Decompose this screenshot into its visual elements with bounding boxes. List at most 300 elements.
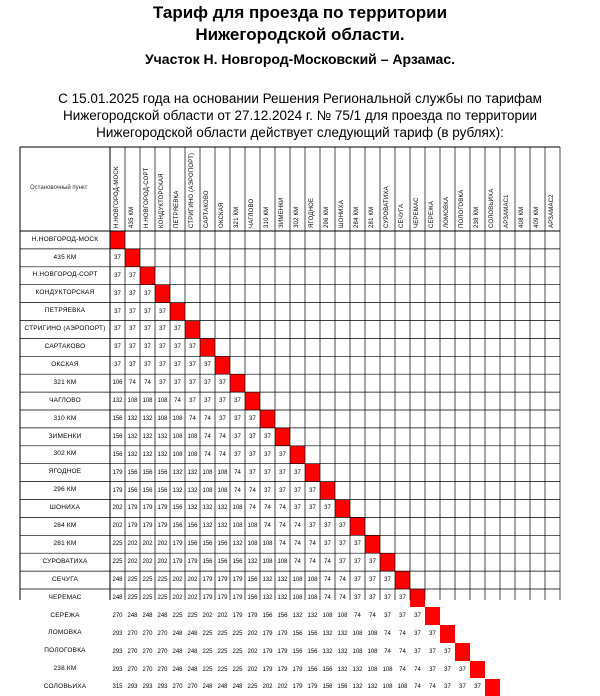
fare-cell: 37 xyxy=(245,410,260,428)
fare-cell: 179 xyxy=(155,517,170,535)
fare-cell: 37 xyxy=(125,285,140,303)
fare-cell: 248 xyxy=(185,643,200,661)
fare-cell: 74 xyxy=(170,392,185,410)
fare-cell: 132 xyxy=(260,571,275,589)
fare-cell: 37 xyxy=(155,338,170,356)
fare-cell: 37 xyxy=(290,500,305,518)
fare-cell: 156 xyxy=(245,571,260,589)
fare-cell: 179 xyxy=(260,625,275,643)
fare-cell: 202 xyxy=(245,643,260,661)
fare-cell: 108 xyxy=(350,625,365,643)
row-label: 321 КМ xyxy=(20,374,110,392)
fare-cell: 156 xyxy=(155,464,170,482)
fare-cell: 108 xyxy=(215,482,230,500)
fare-cell: 37 xyxy=(170,321,185,339)
fare-cell: 37 xyxy=(350,589,365,607)
fare-cell: 179 xyxy=(260,643,275,661)
fare-cell: 37 xyxy=(260,464,275,482)
row-label: СОЛОВЬИХА xyxy=(20,679,110,696)
fare-cell: 156 xyxy=(170,517,185,535)
fare-cell: 37 xyxy=(290,464,305,482)
fare-cell: 74 xyxy=(260,517,275,535)
fare-cell: 156 xyxy=(155,482,170,500)
fare-cell: 202 xyxy=(155,535,170,553)
fare-cell: 37 xyxy=(320,535,335,553)
fare-cell: 37 xyxy=(215,410,230,428)
fare-cell: 37 xyxy=(125,267,140,285)
fare-cell: 179 xyxy=(275,643,290,661)
fare-cell: 225 xyxy=(170,607,185,625)
fare-cell: 74 xyxy=(200,428,215,446)
fare-cell: 37 xyxy=(305,482,320,500)
fare-cell: 248 xyxy=(155,607,170,625)
fare-cell: 74 xyxy=(380,625,395,643)
row-label: СЕЧУГА xyxy=(20,571,110,589)
row-label: ЯГОДНОЕ xyxy=(20,464,110,482)
diagonal-cell xyxy=(485,679,500,696)
fare-cell: 74 xyxy=(380,643,395,661)
fare-cell: 37 xyxy=(140,285,155,303)
fare-cell: 37 xyxy=(245,446,260,464)
fare-cell: 248 xyxy=(215,679,230,696)
column-header: ЛОМОВКА xyxy=(444,197,450,228)
fare-cell: 156 xyxy=(215,553,230,571)
fare-cell: 225 xyxy=(155,571,170,589)
fare-cell: 225 xyxy=(215,643,230,661)
fare-cell: 270 xyxy=(155,625,170,643)
fare-cell: 37 xyxy=(350,571,365,589)
column-header: АРЗАМАС2 xyxy=(549,194,555,228)
fare-cell: 156 xyxy=(110,410,125,428)
fare-cell: 37 xyxy=(110,285,125,303)
fare-cell: 225 xyxy=(200,625,215,643)
fare-cell: 74 xyxy=(395,643,410,661)
fare-cell: 156 xyxy=(320,661,335,679)
fare-cell: 108 xyxy=(245,535,260,553)
fare-cell: 37 xyxy=(245,464,260,482)
fare-cell: 270 xyxy=(155,643,170,661)
fare-cell: 37 xyxy=(395,607,410,625)
fare-cell: 225 xyxy=(230,661,245,679)
fare-cell: 132 xyxy=(275,589,290,607)
fare-cell: 248 xyxy=(125,607,140,625)
fare-cell: 108 xyxy=(230,517,245,535)
fare-cell: 156 xyxy=(110,446,125,464)
fare-cell: 156 xyxy=(125,464,140,482)
fare-cell: 106 xyxy=(110,374,125,392)
fare-cell: 74 xyxy=(125,374,140,392)
column-header: Н.НОВГОРОД-МОСК xyxy=(114,166,120,228)
fare-cell: 132 xyxy=(185,500,200,518)
fare-cell: 74 xyxy=(320,553,335,571)
fare-cell: 108 xyxy=(155,392,170,410)
fare-cell: 248 xyxy=(170,643,185,661)
fare-cell: 248 xyxy=(185,661,200,679)
fare-cell: 108 xyxy=(170,410,185,428)
fare-cell: 37 xyxy=(455,679,470,696)
fare-cell: 315 xyxy=(110,679,125,696)
fare-cell: 225 xyxy=(245,679,260,696)
fare-cell: 108 xyxy=(185,428,200,446)
fare-cell: 132 xyxy=(335,625,350,643)
fare-cell: 179 xyxy=(170,553,185,571)
row-label: 435 КМ xyxy=(20,249,110,267)
fare-cell: 225 xyxy=(230,625,245,643)
fare-cell: 108 xyxy=(350,643,365,661)
fare-cell: 132 xyxy=(335,661,350,679)
fare-cell: 74 xyxy=(200,446,215,464)
fare-cell: 202 xyxy=(215,607,230,625)
fare-cell: 108 xyxy=(245,517,260,535)
fare-cell: 248 xyxy=(110,571,125,589)
diagonal-cell xyxy=(455,643,470,661)
fare-cell: 179 xyxy=(140,517,155,535)
fare-cell: 37 xyxy=(455,661,470,679)
fare-cell: 248 xyxy=(140,607,155,625)
intro-line-3: Нижегородской области действует следующий тариф (в рублях): xyxy=(0,125,600,140)
fare-cell: 74 xyxy=(410,661,425,679)
fare-cell: 202 xyxy=(200,607,215,625)
fare-cell: 37 xyxy=(155,374,170,392)
fare-cell: 202 xyxy=(170,589,185,607)
fare-cell: 37 xyxy=(230,446,245,464)
fare-cell: 225 xyxy=(155,589,170,607)
fare-cell: 108 xyxy=(290,571,305,589)
fare-cell: 179 xyxy=(290,679,305,696)
row-label: 281 КМ xyxy=(20,535,110,553)
row-label: 296 КМ xyxy=(20,482,110,500)
fare-cell: 74 xyxy=(275,535,290,553)
fare-cell: 179 xyxy=(305,679,320,696)
row-label: 310 КМ xyxy=(20,410,110,428)
fare-cell: 74 xyxy=(215,446,230,464)
fare-cell: 37 xyxy=(275,446,290,464)
title-line-1: Тариф для проезда по территории xyxy=(0,3,600,23)
column-header: СТРИГИНО (АЭРОПОРТ) xyxy=(189,153,195,228)
row-label: Н.НОВГОРОД-СОРТ xyxy=(20,267,110,285)
fare-cell: 132 xyxy=(200,517,215,535)
fare-cell: 179 xyxy=(200,571,215,589)
fare-cell: 74 xyxy=(260,500,275,518)
fare-cell: 179 xyxy=(275,661,290,679)
row-label: САРТАКОВО xyxy=(20,338,110,356)
fare-cell: 37 xyxy=(230,428,245,446)
fare-cell: 37 xyxy=(230,410,245,428)
column-header: СЕЧУГА xyxy=(399,204,405,228)
fare-cell: 225 xyxy=(200,643,215,661)
fare-cell: 74 xyxy=(425,679,440,696)
fare-cell: 156 xyxy=(290,625,305,643)
fare-cell: 74 xyxy=(395,625,410,643)
fare-cell: 37 xyxy=(125,356,140,374)
fare-cell: 37 xyxy=(410,643,425,661)
fare-cell: 132 xyxy=(125,428,140,446)
column-header: ПЕТРЯЕВКА xyxy=(174,191,180,228)
corner-label: Остановочный пункт xyxy=(30,185,87,191)
fare-cell: 37 xyxy=(125,321,140,339)
fare-cell: 156 xyxy=(305,643,320,661)
fare-cell: 108 xyxy=(365,661,380,679)
fare-cell: 74 xyxy=(290,553,305,571)
fare-cell: 74 xyxy=(395,661,410,679)
fare-cell: 74 xyxy=(365,607,380,625)
fare-cell: 37 xyxy=(200,356,215,374)
fare-cell: 179 xyxy=(125,500,140,518)
fare-cell: 225 xyxy=(200,661,215,679)
fare-cell: 37 xyxy=(335,517,350,535)
fare-cell: 74 xyxy=(320,571,335,589)
fare-cell: 37 xyxy=(365,589,380,607)
row-label: 302 КМ xyxy=(20,446,110,464)
fare-cell: 179 xyxy=(215,571,230,589)
fare-cell: 179 xyxy=(200,589,215,607)
fare-cell: 179 xyxy=(155,500,170,518)
fare-cell: 37 xyxy=(305,517,320,535)
fare-cell: 132 xyxy=(260,589,275,607)
fare-cell: 225 xyxy=(110,553,125,571)
fare-cell: 37 xyxy=(110,249,125,267)
fare-cell: 37 xyxy=(215,374,230,392)
fare-cell: 74 xyxy=(410,679,425,696)
column-header: 435 КМ xyxy=(129,207,135,228)
fare-cell: 156 xyxy=(185,517,200,535)
fare-cell: 37 xyxy=(410,607,425,625)
fare-cell: 132 xyxy=(140,446,155,464)
fare-cell: 225 xyxy=(125,589,140,607)
row-label: КОНДУКТОРСКАЯ xyxy=(20,285,110,303)
fare-cell: 202 xyxy=(245,661,260,679)
fare-cell: 132 xyxy=(350,679,365,696)
fare-cell: 248 xyxy=(170,661,185,679)
column-header: ЧАГЛОВО xyxy=(249,199,255,228)
column-header: СОЛОВЬИХА xyxy=(489,189,495,228)
fare-cell: 132 xyxy=(230,535,245,553)
fare-cell: 202 xyxy=(110,500,125,518)
fare-cell: 37 xyxy=(260,428,275,446)
fare-cell: 202 xyxy=(140,553,155,571)
fare-cell: 37 xyxy=(200,392,215,410)
fare-cell: 225 xyxy=(185,607,200,625)
fare-cell: 270 xyxy=(110,607,125,625)
fare-cell: 37 xyxy=(335,553,350,571)
column-header: 296 КМ xyxy=(324,207,330,228)
fare-cell: 270 xyxy=(185,679,200,696)
fare-cell: 37 xyxy=(290,482,305,500)
fare-cell: 37 xyxy=(155,321,170,339)
row-label: ОКСКАЯ xyxy=(20,356,110,374)
fare-cell: 37 xyxy=(170,338,185,356)
fare-cell: 179 xyxy=(140,500,155,518)
column-header: АРЗАМАС1 xyxy=(504,194,510,228)
fare-cell: 108 xyxy=(305,571,320,589)
fare-cell: 108 xyxy=(260,535,275,553)
fare-cell: 293 xyxy=(155,679,170,696)
column-header: ЗИМЕНКИ xyxy=(279,198,285,228)
fare-cell: 202 xyxy=(155,553,170,571)
fare-cell: 132 xyxy=(125,410,140,428)
fare-cell: 37 xyxy=(110,356,125,374)
fare-cell: 37 xyxy=(140,338,155,356)
fare-cell: 37 xyxy=(275,482,290,500)
fare-cell: 37 xyxy=(320,517,335,535)
fare-cell: 132 xyxy=(200,500,215,518)
section-subtitle: Участок Н. Новгород-Московский – Арзамас. xyxy=(0,50,600,68)
fare-cell: 225 xyxy=(125,571,140,589)
column-header: САРТАКОВО xyxy=(204,190,210,228)
fare-cell: 132 xyxy=(215,500,230,518)
fare-cell: 132 xyxy=(350,661,365,679)
fare-cell: 37 xyxy=(425,661,440,679)
row-label: ПОЛОГОВКА xyxy=(20,643,110,661)
fare-cell: 74 xyxy=(335,571,350,589)
column-header: ОКСКАЯ xyxy=(219,203,225,228)
fare-cell: 37 xyxy=(155,356,170,374)
fare-cell: 132 xyxy=(320,643,335,661)
fare-cell: 132 xyxy=(155,428,170,446)
fare-cell: 156 xyxy=(170,500,185,518)
column-header: 321 КМ xyxy=(234,207,240,228)
fare-cell: 156 xyxy=(200,535,215,553)
fare-cell: 108 xyxy=(155,410,170,428)
fare-cell: 37 xyxy=(440,679,455,696)
fare-cell: 293 xyxy=(110,661,125,679)
fare-cell: 132 xyxy=(140,428,155,446)
fare-cell: 74 xyxy=(290,535,305,553)
fare-cell: 74 xyxy=(185,410,200,428)
fare-cell: 132 xyxy=(335,643,350,661)
fare-cell: 37 xyxy=(140,303,155,321)
row-label: ЧЕРЕМАС xyxy=(20,589,110,607)
fare-cell: 74 xyxy=(200,410,215,428)
fare-cell: 37 xyxy=(140,356,155,374)
fare-cell: 270 xyxy=(170,679,185,696)
fare-cell: 37 xyxy=(410,625,425,643)
fare-cell: 108 xyxy=(290,589,305,607)
fare-cell: 179 xyxy=(260,661,275,679)
fare-cell: 179 xyxy=(215,589,230,607)
row-label: ЧАГЛОВО xyxy=(20,392,110,410)
fare-cell: 108 xyxy=(335,607,350,625)
diagonal-cell xyxy=(470,661,485,679)
fare-cell: 202 xyxy=(275,679,290,696)
fare-cell: 156 xyxy=(290,643,305,661)
fare-cell: 37 xyxy=(380,571,395,589)
fare-cell: 37 xyxy=(470,679,485,696)
column-header: 238 КМ xyxy=(474,207,480,228)
fare-cell: 74 xyxy=(305,535,320,553)
fare-cell: 156 xyxy=(140,482,155,500)
fare-cell: 225 xyxy=(110,535,125,553)
fare-cell: 37 xyxy=(215,392,230,410)
fare-cell: 132 xyxy=(275,571,290,589)
fare-cell: 202 xyxy=(170,571,185,589)
fare-cell: 270 xyxy=(140,661,155,679)
fare-cell: 156 xyxy=(320,679,335,696)
fare-cell: 202 xyxy=(260,679,275,696)
column-header: 408 КМ xyxy=(519,207,525,228)
fare-cell: 248 xyxy=(200,679,215,696)
fare-cell: 37 xyxy=(110,303,125,321)
fare-cell: 248 xyxy=(230,679,245,696)
fare-cell: 248 xyxy=(170,625,185,643)
fare-cell: 108 xyxy=(170,446,185,464)
fare-cell: 248 xyxy=(185,625,200,643)
fare-cell: 37 xyxy=(125,303,140,321)
fare-cell: 179 xyxy=(275,625,290,643)
fare-cell: 74 xyxy=(245,500,260,518)
intro-line-2: Нижегородской области от 27.12.2024 г. № 75/1 для проезда по территории xyxy=(0,108,600,123)
fare-cell: 179 xyxy=(290,661,305,679)
fare-cell: 156 xyxy=(125,482,140,500)
fare-cell: 156 xyxy=(335,679,350,696)
fare-cell: 202 xyxy=(185,589,200,607)
fare-cell: 202 xyxy=(110,517,125,535)
fare-cell: 156 xyxy=(140,464,155,482)
fare-cell: 37 xyxy=(425,643,440,661)
column-header: 284 КМ xyxy=(354,207,360,228)
fare-cell: 132 xyxy=(215,517,230,535)
row-label: ШОНИХА xyxy=(20,500,110,518)
fare-cell: 37 xyxy=(110,338,125,356)
fare-cell: 293 xyxy=(140,679,155,696)
fare-cell: 37 xyxy=(185,356,200,374)
fare-cell: 37 xyxy=(395,589,410,607)
fare-cell: 156 xyxy=(200,553,215,571)
fare-cell: 37 xyxy=(260,482,275,500)
fare-cell: 108 xyxy=(140,392,155,410)
fare-cell: 270 xyxy=(140,643,155,661)
column-header: 302 КМ xyxy=(294,207,300,228)
row-label: Н.НОВГОРОД-МОСК xyxy=(20,231,110,249)
fare-cell: 74 xyxy=(350,607,365,625)
fare-cell: 74 xyxy=(275,500,290,518)
fare-cell: 37 xyxy=(275,464,290,482)
fare-cell: 74 xyxy=(305,553,320,571)
fare-cell: 202 xyxy=(125,553,140,571)
fare-cell: 37 xyxy=(260,446,275,464)
fare-cell: 108 xyxy=(365,643,380,661)
fare-cell: 179 xyxy=(125,517,140,535)
fare-cell: 225 xyxy=(140,589,155,607)
fare-cell: 37 xyxy=(170,374,185,392)
row-label: 284 КМ xyxy=(20,517,110,535)
fare-cell: 37 xyxy=(335,535,350,553)
fare-cell: 108 xyxy=(125,392,140,410)
fare-cell: 132 xyxy=(365,679,380,696)
column-header: 310 КМ xyxy=(264,207,270,228)
fare-cell: 108 xyxy=(275,553,290,571)
fare-cell: 225 xyxy=(215,625,230,643)
title-line-2: Нижегородской области. xyxy=(0,25,600,45)
fare-cell: 248 xyxy=(110,589,125,607)
fare-cell: 202 xyxy=(185,571,200,589)
fare-cell: 108 xyxy=(185,446,200,464)
fare-cell: 37 xyxy=(365,553,380,571)
fare-cell: 132 xyxy=(110,392,125,410)
fare-cell: 179 xyxy=(110,464,125,482)
column-header: ПОЛОГОВКА xyxy=(459,190,465,228)
fare-cell: 37 xyxy=(245,428,260,446)
fare-cell: 108 xyxy=(365,625,380,643)
fare-cell: 108 xyxy=(200,482,215,500)
column-header: КОНДУКТОРСКАЯ xyxy=(159,173,165,228)
fare-cell: 37 xyxy=(155,303,170,321)
fare-cell: 132 xyxy=(290,607,305,625)
fare-cell: 156 xyxy=(185,535,200,553)
fare-cell: 37 xyxy=(140,321,155,339)
fare-cell: 37 xyxy=(170,356,185,374)
fare-cell: 179 xyxy=(185,553,200,571)
